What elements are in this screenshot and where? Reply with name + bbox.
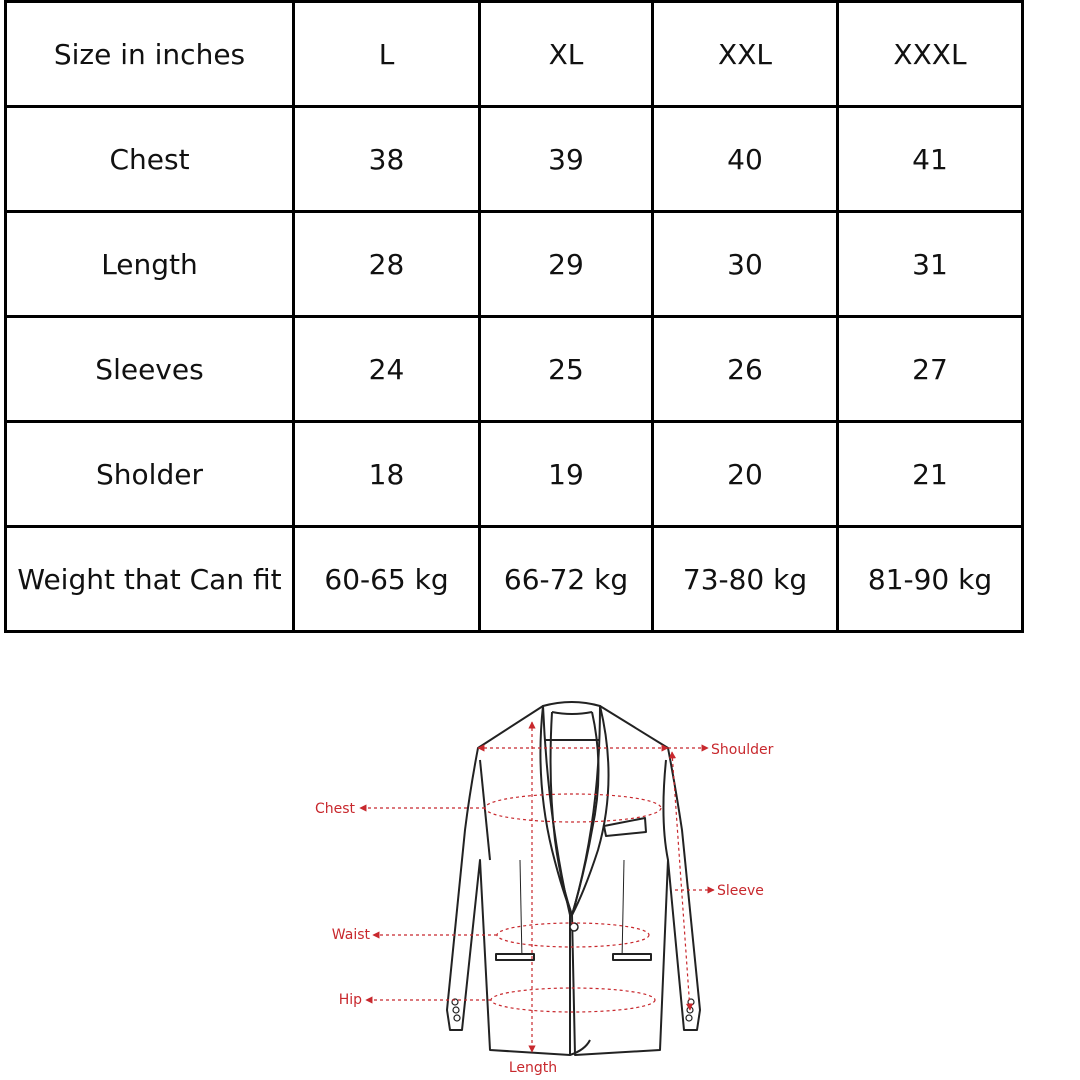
table-cell: 73-80 kg [653,527,838,632]
table-row-sholder [6,422,1023,527]
header-cell-xxxl: XXXL [838,2,1023,107]
row-label: Length [6,212,294,317]
table-cell: 38 [294,107,480,212]
size-chart-table [4,0,1024,633]
header-cell-xl: XL [480,2,653,107]
hip-pocket-right [613,954,651,960]
table-cell: 66-72 kg [480,527,653,632]
table-row-chest [6,107,1023,212]
table-row-sleeves [6,317,1023,422]
label-chest: Chest [314,801,355,817]
table-cell: 40 [653,107,838,212]
table-cell: 81-90 kg [838,527,1023,632]
hip-pocket-left [496,954,534,960]
table-cell: 27 [838,317,1023,422]
table-cell: 26 [653,317,838,422]
blazer-left-body [447,706,570,1055]
blazer-button [570,923,578,931]
label-hip: Hip [338,992,362,1008]
label-shoulder: Shoulder [711,742,774,758]
label-waist: Waist [331,927,370,943]
label-sleeve: Sleeve [717,883,764,899]
table-row-length [6,212,1023,317]
label-length: Length [508,1060,558,1076]
table-header-row [6,2,1023,107]
header-cell-xxl: XXL [653,2,838,107]
blazer-outline [447,702,700,1055]
row-label: Sleeves [6,317,294,422]
table-cell: 41 [838,107,1023,212]
table-row-weight [6,527,1023,632]
blazer-measurement-diagram [300,690,800,1080]
row-label: Weight that Can fit [6,527,294,632]
table-cell: 29 [480,212,653,317]
header-cell-l: L [294,2,480,107]
table-cell: 28 [294,212,480,317]
table-cell: 21 [838,422,1023,527]
table-cell: 24 [294,317,480,422]
table-cell: 39 [480,107,653,212]
table-cell: 25 [480,317,653,422]
table-cell: 20 [653,422,838,527]
row-label: Chest [6,107,294,212]
table-cell: 19 [480,422,653,527]
row-label: Sholder [6,422,294,527]
table-cell: 31 [838,212,1023,317]
table-cell: 18 [294,422,480,527]
header-cell-size-in-inches: Size in inches [6,2,294,107]
table-cell: 60-65 kg [294,527,480,632]
table-cell: 30 [653,212,838,317]
